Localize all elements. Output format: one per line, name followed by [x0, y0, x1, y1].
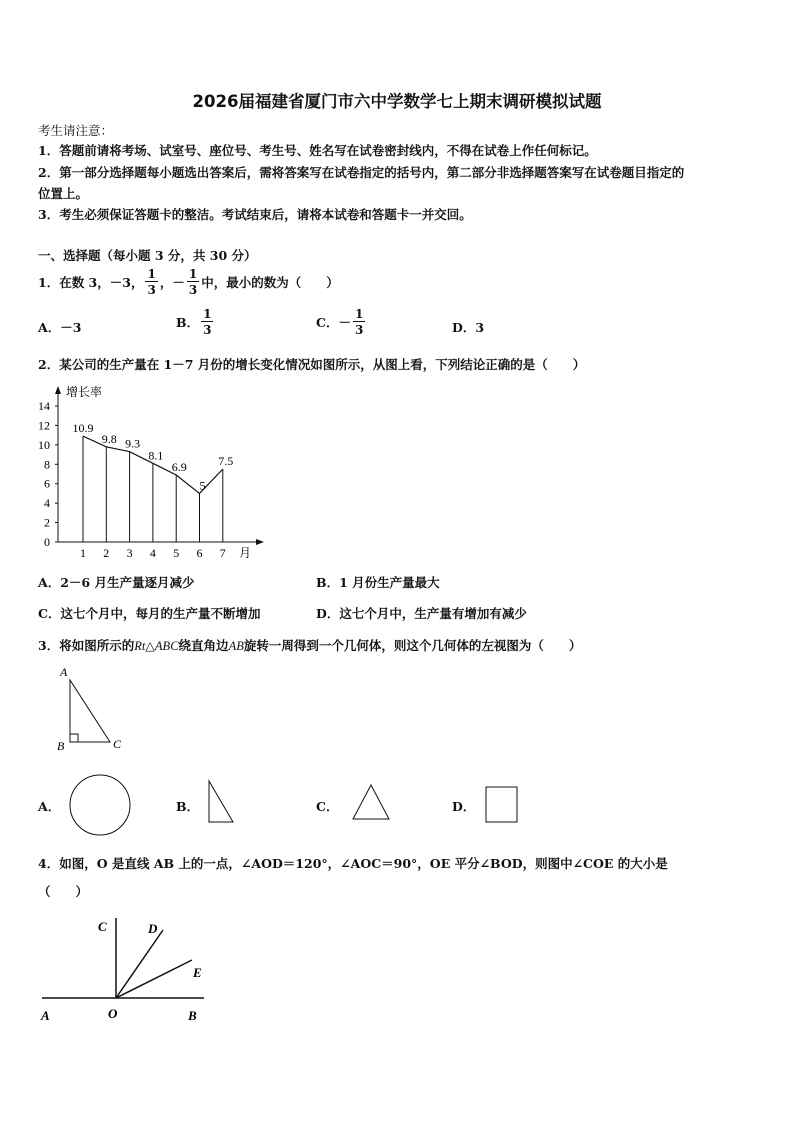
ray-od [116, 930, 163, 998]
data-label-month-5: 6.9 [171, 459, 187, 474]
data-label-month-3: 9.3 [125, 436, 141, 451]
question-4-answer-paren: （ ） [38, 884, 89, 899]
q1-option-c: C．－ $\frac{1}{3}$ [316, 307, 364, 337]
y-axis-label: 增长率 [66, 385, 103, 399]
right-triangle-figure [50, 660, 140, 755]
q2-option-a: A．2－6 月生产量逐月减少 [38, 575, 195, 590]
question-1: 1． 在数 3，－3， $\frac{1}{3}$ ， － $\frac{1}{3}$ 中，最小的数为（ ） [38, 267, 339, 297]
x-tick-label: 4 [149, 546, 156, 560]
vertex-b-label: B [57, 739, 65, 753]
question-2: 2．某公司的生产量在 1－7 月份的增长变化情况如图所示，从图上看，下列结论正确的是（ ） [38, 357, 586, 372]
notice-item-1: 1．答题前请将考场、试室号、座位号、考生号、姓名写在试卷密封线内，不得在试卷上作任何标记。 [38, 143, 597, 158]
question-1-pre: 在数 3，－3， [59, 275, 144, 290]
side-ab-label: AB [228, 639, 244, 653]
y-tick-label: 0 [44, 535, 50, 549]
vertex-c-label: C [113, 737, 122, 751]
angle-figure [36, 912, 216, 1030]
x-tick-label: 3 [126, 546, 133, 560]
q3-option-c: C． [316, 799, 339, 814]
ray-oe [116, 960, 192, 998]
square-icon [484, 785, 520, 825]
data-label-month-1: 10.9 [72, 421, 94, 436]
growth-chart [30, 378, 270, 564]
q2-option-b: B．1 月份生产量最大 [316, 575, 440, 590]
vertex-a-label: A [60, 665, 68, 679]
data-label-month-4: 8.1 [148, 448, 164, 463]
point-b-label: B [188, 1008, 197, 1023]
question-3: 3．将如图所示的Rt△ABC绕直角边AB旋转一周得到一个几何体，则这个几何体的左视图为（ ） [38, 638, 582, 653]
x-axis-label: 月 [239, 546, 252, 560]
q3-option-b: B． [176, 799, 200, 814]
page-title: 2026届福建省厦门市六中学数学七上期末调研模拟试题 [192, 92, 602, 111]
y-tick-label: 6 [44, 476, 50, 491]
fraction-neg-one-third: $\frac{1}{3}$ [188, 267, 198, 297]
rt-triangle-label: Rt△ABC [134, 639, 179, 653]
point-a-label: A [41, 1008, 50, 1023]
q3-option-a: A． [38, 799, 61, 814]
y-tick-label: 10 [38, 437, 50, 452]
circle-icon [68, 773, 132, 837]
q1-option-a: A．－3 [38, 320, 82, 335]
x-tick-label: 2 [103, 546, 110, 560]
y-tick-label: 12 [38, 418, 50, 433]
point-d-label: D [148, 921, 158, 936]
y-axis-arrow [55, 386, 61, 394]
notice-heading: 考生请注意： [38, 123, 114, 138]
x-tick-label: 6 [196, 546, 203, 560]
x-tick-label: 1 [80, 546, 86, 560]
question-1-number: 1． [38, 275, 60, 290]
y-tick-label: 4 [44, 496, 50, 511]
q1-option-b: B． $\frac{1}{3}$ [176, 307, 212, 337]
y-tick-label: 8 [44, 457, 50, 472]
point-e-label: E [193, 965, 202, 980]
q2-option-c: C．这七个月中，每月的生产量不断增加 [38, 606, 261, 621]
notice-item-2-cont: 位置上。 [38, 186, 89, 201]
q3-option-d: D． [452, 799, 476, 814]
data-label-month-6: 5 [199, 478, 206, 493]
point-o-label: O [108, 1006, 118, 1021]
section-heading: 一、选择题（每小题 3 分，共 30 分） [38, 248, 257, 263]
q2-option-d: D．这七个月中，生产量有增加有减少 [316, 606, 527, 621]
x-tick-label: 5 [173, 546, 180, 560]
triangle-icon [350, 782, 392, 822]
point-c-label: C [98, 919, 107, 934]
question-4: 4．如图，O 是直线 AB 上的一点，∠AOD＝120°，∠AOC＝90°，OE 平分∠BOD，则图中∠COE 的大小是 [38, 856, 668, 871]
data-label-month-2: 9.8 [101, 431, 117, 446]
notice-item-3: 3．考生必须保证答题卡的整洁。考试结束后，请将本试卷和答题卡一并交回。 [38, 207, 472, 222]
question-1-post: 中，最小的数为（ ） [201, 275, 339, 290]
x-axis-arrow [256, 539, 264, 545]
x-tick-label: 7 [219, 546, 226, 560]
y-tick-label: 2 [44, 515, 50, 530]
data-label-month-7: 7.5 [218, 454, 234, 469]
fraction-one-third: $\frac{1}{3}$ [147, 267, 156, 297]
y-tick-label: 14 [38, 399, 50, 413]
q1-option-d: D．3 [452, 320, 485, 335]
notice-item-2: 2．第一部分选择题每小题选出答案后，需将答案写在试卷指定的括号内，第二部分非选择题答案写在试卷题目指定的 [38, 165, 685, 180]
right-triangle-icon [205, 778, 237, 826]
